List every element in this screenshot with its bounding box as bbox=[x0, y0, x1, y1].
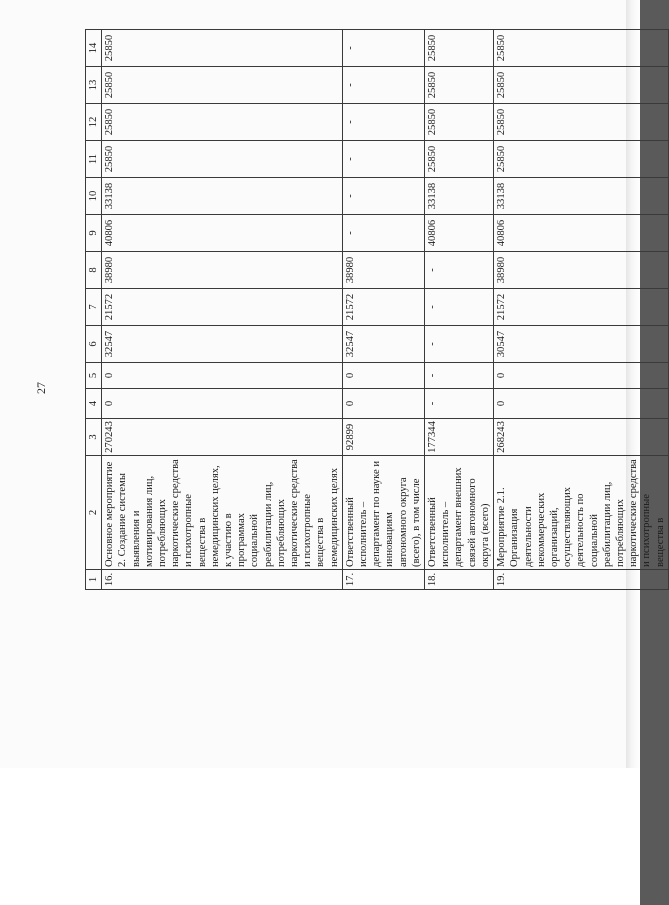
cell-value: - bbox=[425, 389, 494, 419]
header-cell: 11 bbox=[86, 141, 102, 178]
cell-value: 38980 bbox=[494, 252, 669, 289]
cell-value: 25850 bbox=[425, 67, 494, 104]
cell-value: 38980 bbox=[342, 252, 424, 289]
cell-value: 177344 bbox=[425, 419, 494, 456]
cell-value: - bbox=[342, 141, 424, 178]
cell-value: - bbox=[342, 178, 424, 215]
cell-value: 25850 bbox=[494, 104, 669, 141]
row-number: 19. bbox=[494, 570, 669, 590]
row-description: Ответственный исполнитель – департамент по науке и инновациям автономного округа (всего), в том числе bbox=[342, 456, 424, 570]
row-number: 18. bbox=[425, 570, 494, 590]
cell-value: 25850 bbox=[102, 30, 343, 67]
table-header-row bbox=[86, 30, 102, 590]
cell-value: 0 bbox=[494, 389, 669, 419]
cell-value: 25850 bbox=[494, 141, 669, 178]
cell-value: 40806 bbox=[425, 215, 494, 252]
row-number: 17. bbox=[342, 570, 424, 590]
rotated-table-wrapper bbox=[85, 34, 666, 590]
table-row bbox=[342, 30, 424, 590]
cell-value: 0 bbox=[102, 363, 343, 389]
cell-value: - bbox=[342, 215, 424, 252]
cell-value: - bbox=[425, 363, 494, 389]
budget-table bbox=[85, 29, 669, 590]
cell-value: - bbox=[425, 326, 494, 363]
cell-value: - bbox=[342, 67, 424, 104]
header-cell: 10 bbox=[86, 178, 102, 215]
cell-value: 40806 bbox=[494, 215, 669, 252]
cell-value: 25850 bbox=[425, 141, 494, 178]
cell-value: 0 bbox=[342, 389, 424, 419]
cell-value: 38980 bbox=[102, 252, 343, 289]
page-number: 27 bbox=[34, 382, 48, 394]
cell-value: - bbox=[342, 104, 424, 141]
cell-value: 33138 bbox=[425, 178, 494, 215]
cell-value: 40806 bbox=[102, 215, 343, 252]
header-cell: 2 bbox=[86, 456, 102, 570]
cell-value: 25850 bbox=[102, 67, 343, 104]
row-number: 16. bbox=[102, 570, 343, 590]
header-cell: 1 bbox=[86, 570, 102, 590]
cell-value: 33138 bbox=[494, 178, 669, 215]
cell-value: 268243 bbox=[494, 419, 669, 456]
cell-value: 25850 bbox=[102, 141, 343, 178]
header-cell: 9 bbox=[86, 215, 102, 252]
cell-value: 25850 bbox=[494, 67, 669, 104]
cell-value: 0 bbox=[342, 363, 424, 389]
cell-value: 32547 bbox=[102, 326, 343, 363]
cell-value: 0 bbox=[102, 389, 343, 419]
header-cell: 14 bbox=[86, 30, 102, 67]
cell-value: 25850 bbox=[102, 104, 343, 141]
row-description: Основное мероприятие 2. Создание системы выявления и мотивирования лиц, потребляющих наркотические средства и психотропные вещества в немедицинских целях, к участию в программах социальной реабилитации лиц, потребляющих наркотические средства и психотропные вещества в немедицинских целях bbox=[102, 456, 343, 570]
header-cell: 12 bbox=[86, 104, 102, 141]
cell-value: 21572 bbox=[494, 289, 669, 326]
row-description: Ответственный исполнитель – департамент внешних связей автономного округа (всего) bbox=[425, 456, 494, 570]
table-row bbox=[425, 30, 494, 590]
cell-value: - bbox=[425, 252, 494, 289]
cell-value: 92899 bbox=[342, 419, 424, 456]
cell-value: 21572 bbox=[102, 289, 343, 326]
table-row bbox=[494, 30, 669, 590]
header-cell: 8 bbox=[86, 252, 102, 289]
header-cell: 3 bbox=[86, 419, 102, 456]
header-cell: 6 bbox=[86, 326, 102, 363]
cell-value: 25850 bbox=[425, 104, 494, 141]
row-description: Мероприятие 2.1. Организация деятельности некоммерческих организаций, осуществляющих деятельность по социальной реабилитации лиц, потребляющих наркотические средства и психотропные вещества в bbox=[494, 456, 669, 570]
cell-value: 32547 bbox=[342, 326, 424, 363]
cell-value: - bbox=[425, 289, 494, 326]
scan-margin bbox=[626, 768, 640, 905]
header-cell: 13 bbox=[86, 67, 102, 104]
header-cell: 5 bbox=[86, 363, 102, 389]
cell-value: 30547 bbox=[494, 326, 669, 363]
cell-value: - bbox=[342, 30, 424, 67]
cell-value: 25850 bbox=[494, 30, 669, 67]
cell-value: 33138 bbox=[102, 178, 343, 215]
cell-value: 21572 bbox=[342, 289, 424, 326]
header-cell: 4 bbox=[86, 389, 102, 419]
table-row bbox=[102, 30, 343, 590]
cell-value: 25850 bbox=[425, 30, 494, 67]
cell-value: 0 bbox=[494, 363, 669, 389]
cell-value: 270243 bbox=[102, 419, 343, 456]
header-cell: 7 bbox=[86, 289, 102, 326]
